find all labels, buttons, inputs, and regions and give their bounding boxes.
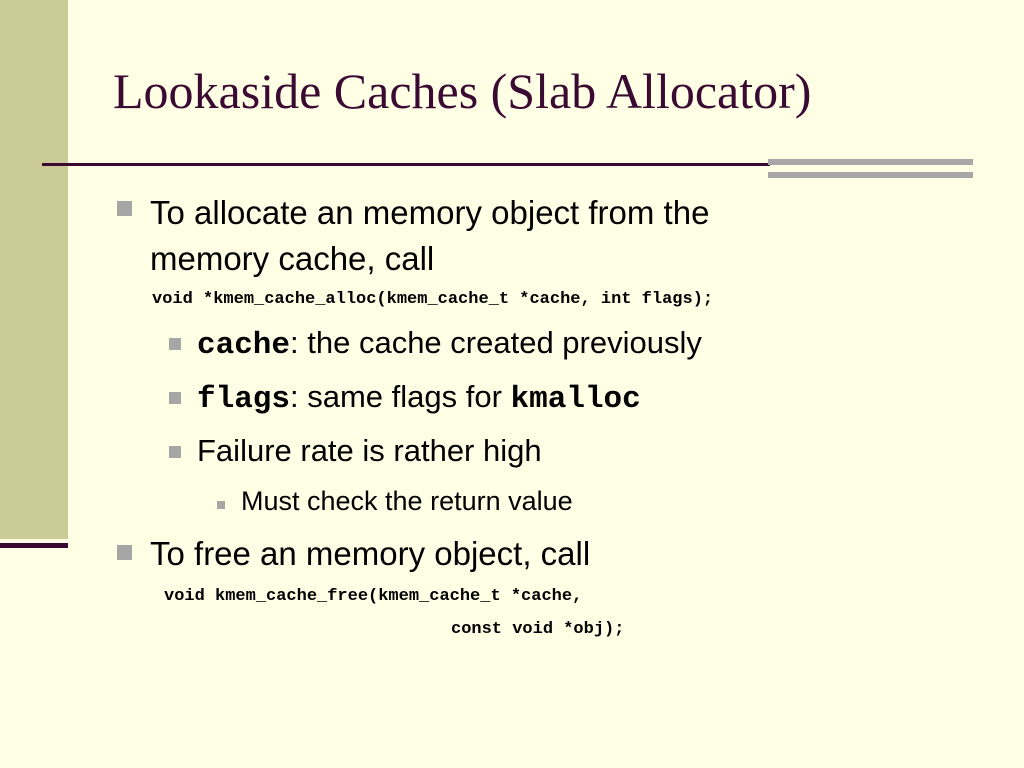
sub-bullet-cache (197, 327, 702, 361)
code-kmem-cache-alloc: void *kmem_cache_alloc(kmem_cache_t *cache, int flags); (152, 290, 714, 309)
sub-sub-bullet-check-return: Must check the return value (241, 486, 573, 516)
sub-bullet-failure-rate: Failure rate is rather high (197, 433, 542, 468)
sub-sub-bullet-square-icon (217, 501, 225, 509)
bullet-1-line-2: memory cache, call (150, 240, 435, 277)
cache-description: : the cache created previously (290, 325, 702, 360)
flags-description: : same flags for (290, 379, 511, 414)
bullet-2-line-1: To free an memory object, call (150, 535, 591, 572)
sidebar-strip (0, 0, 68, 539)
bullet-square-icon (117, 545, 132, 560)
code-flags: flags (197, 382, 291, 417)
sub-bullet-square-icon (169, 392, 181, 404)
decorative-bar-top (768, 159, 973, 165)
sub-bullet-square-icon (169, 338, 181, 350)
code-cache: cache (197, 328, 291, 363)
code-kmem-cache-free-line-2: const void *obj); (451, 620, 625, 639)
code-kmem-cache-free-line-1: void kmem_cache_free(kmem_cache_t *cache, (164, 587, 583, 606)
decorative-bar-bottom (768, 172, 973, 178)
sub-bullet-square-icon (169, 446, 181, 458)
slide-title: Lookaside Caches (Slab Allocator) (113, 63, 812, 119)
title-divider (42, 163, 770, 166)
bullet-square-icon (117, 201, 132, 216)
sidebar-accent-line (0, 543, 68, 548)
bullet-1-line-1: To allocate an memory object from the (150, 194, 710, 231)
code-kmalloc: kmalloc (510, 382, 641, 417)
sub-bullet-flags (197, 381, 641, 415)
